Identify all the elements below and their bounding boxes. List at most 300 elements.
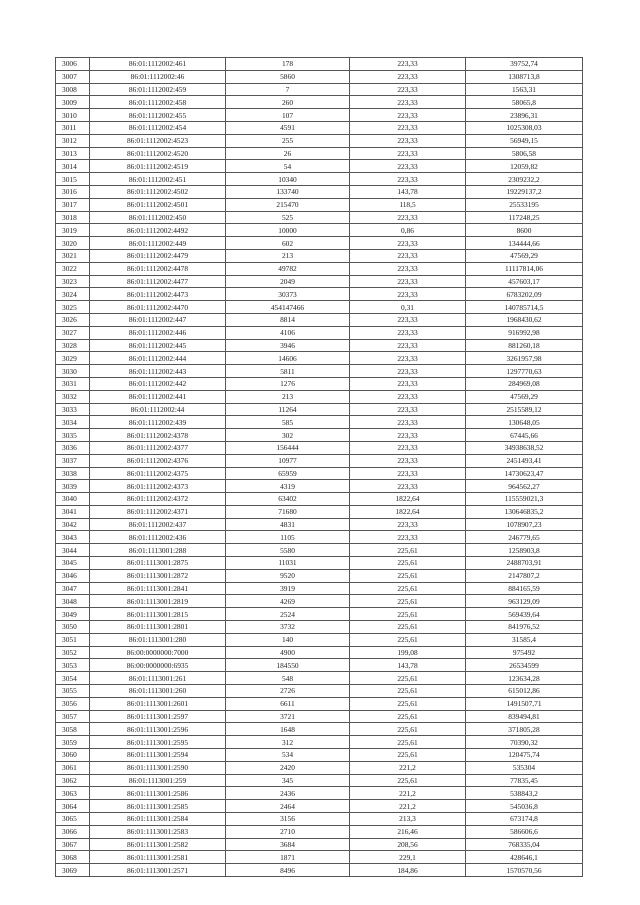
- cadastral-number-cell: 86:01:1112002:4470: [90, 301, 226, 314]
- area-cell: 4319: [226, 480, 350, 493]
- row-number-cell: 3040: [56, 493, 90, 506]
- value-cell: 839494,81: [466, 710, 583, 723]
- area-cell: 4269: [226, 595, 350, 608]
- rate-cell: 223,33: [350, 121, 466, 134]
- value-cell: 1297770,63: [466, 365, 583, 378]
- value-cell: 1491507,71: [466, 697, 583, 710]
- area-cell: 10340: [226, 173, 350, 186]
- cadastral-number-cell: 86:01:1113001:2601: [90, 697, 226, 710]
- cadastral-number-cell: 86:00:0000000:7000: [90, 646, 226, 659]
- row-number-cell: 3025: [56, 301, 90, 314]
- row-number-cell: 3034: [56, 416, 90, 429]
- table-row: [56, 416, 583, 429]
- value-cell: 884165,59: [466, 582, 583, 595]
- value-cell: 115559021,3: [466, 493, 583, 506]
- area-cell: 184550: [226, 659, 350, 672]
- row-number-cell: 3008: [56, 83, 90, 96]
- rate-cell: 225,61: [350, 621, 466, 634]
- table-row: [56, 480, 583, 493]
- rate-cell: 223,33: [350, 211, 466, 224]
- cadastral-number-cell: 86:01:1112002:4477: [90, 275, 226, 288]
- row-number-cell: 3006: [56, 58, 90, 71]
- table-row: [56, 531, 583, 544]
- table-row: [56, 838, 583, 851]
- rate-cell: 0,86: [350, 224, 466, 237]
- cadastral-number-cell: 86:01:1112002:446: [90, 326, 226, 339]
- rate-cell: 143,78: [350, 659, 466, 672]
- area-cell: 3946: [226, 339, 350, 352]
- rate-cell: 223,33: [350, 518, 466, 531]
- rate-cell: 216,46: [350, 825, 466, 838]
- area-cell: 156444: [226, 441, 350, 454]
- area-cell: 5811: [226, 365, 350, 378]
- cadastral-number-cell: 86:01:1113001:260: [90, 685, 226, 698]
- cadastral-number-cell: 86:01:1113001:2571: [90, 864, 226, 877]
- rate-cell: 223,33: [350, 531, 466, 544]
- rate-cell: 225,61: [350, 774, 466, 787]
- value-cell: 39752,74: [466, 58, 583, 71]
- table-row: [56, 198, 583, 211]
- cadastral-number-cell: 86:01:1113001:2815: [90, 608, 226, 621]
- rate-cell: 225,61: [350, 697, 466, 710]
- row-number-cell: 3027: [56, 326, 90, 339]
- row-number-cell: 3010: [56, 109, 90, 122]
- row-number-cell: 3030: [56, 365, 90, 378]
- area-cell: 11031: [226, 557, 350, 570]
- table-row: [56, 608, 583, 621]
- rate-cell: 223,33: [350, 403, 466, 416]
- rate-cell: 225,61: [350, 582, 466, 595]
- row-number-cell: 3028: [56, 339, 90, 352]
- cadastral-number-cell: 86:01:1113001:2594: [90, 749, 226, 762]
- cadastral-number-cell: 86:01:1112002:4473: [90, 288, 226, 301]
- row-number-cell: 3064: [56, 800, 90, 813]
- table-row: [56, 685, 583, 698]
- table-row: [56, 173, 583, 186]
- cadastral-number-cell: 86:01:1112002:4376: [90, 454, 226, 467]
- area-cell: 5860: [226, 70, 350, 83]
- cadastral-number-cell: 86:01:1112002:445: [90, 339, 226, 352]
- row-number-cell: 3009: [56, 96, 90, 109]
- row-number-cell: 3012: [56, 134, 90, 147]
- row-number-cell: 3068: [56, 851, 90, 864]
- rate-cell: 225,61: [350, 685, 466, 698]
- value-cell: 25533195: [466, 198, 583, 211]
- value-cell: 11117814,06: [466, 262, 583, 275]
- table-row: [56, 569, 583, 582]
- cadastral-number-cell: 86:01:1112002:449: [90, 237, 226, 250]
- cadastral-number-cell: 86:01:1113001:2584: [90, 813, 226, 826]
- rate-cell: 223,33: [350, 173, 466, 186]
- table-row: [56, 505, 583, 518]
- row-number-cell: 3007: [56, 70, 90, 83]
- value-cell: 569439,64: [466, 608, 583, 621]
- cadastral-number-cell: 86:01:1112002:459: [90, 83, 226, 96]
- value-cell: 2515589,12: [466, 403, 583, 416]
- row-number-cell: 3032: [56, 390, 90, 403]
- table-row: [56, 365, 583, 378]
- value-cell: 535304: [466, 761, 583, 774]
- area-cell: 1648: [226, 723, 350, 736]
- area-cell: 63402: [226, 493, 350, 506]
- row-number-cell: 3033: [56, 403, 90, 416]
- rate-cell: 223,33: [350, 441, 466, 454]
- cadastral-number-cell: 86:01:1112002:4478: [90, 262, 226, 275]
- rate-cell: 223,33: [350, 390, 466, 403]
- area-cell: 585: [226, 416, 350, 429]
- table-row: [56, 825, 583, 838]
- row-number-cell: 3029: [56, 352, 90, 365]
- area-cell: 71680: [226, 505, 350, 518]
- row-number-cell: 3061: [56, 761, 90, 774]
- cadastral-number-cell: 86:01:1112002:451: [90, 173, 226, 186]
- table-row: [56, 544, 583, 557]
- value-cell: 841976,52: [466, 621, 583, 634]
- value-cell: 538843,2: [466, 787, 583, 800]
- cadastral-number-cell: 86:01:1112002:443: [90, 365, 226, 378]
- row-number-cell: 3051: [56, 633, 90, 646]
- rate-cell: 213,3: [350, 813, 466, 826]
- table-row: [56, 429, 583, 442]
- table-row: [56, 787, 583, 800]
- table-row: [56, 275, 583, 288]
- cadastral-number-cell: 86:01:1112002:4479: [90, 249, 226, 262]
- area-cell: 4831: [226, 518, 350, 531]
- row-number-cell: 3018: [56, 211, 90, 224]
- cadastral-number-cell: 86:01:1112002:44: [90, 403, 226, 416]
- area-cell: 2726: [226, 685, 350, 698]
- table-row: [56, 83, 583, 96]
- value-cell: 2309232,2: [466, 173, 583, 186]
- area-cell: 14606: [226, 352, 350, 365]
- row-number-cell: 3046: [56, 569, 90, 582]
- rate-cell: 208,56: [350, 838, 466, 851]
- area-cell: 107: [226, 109, 350, 122]
- value-cell: 881260,18: [466, 339, 583, 352]
- row-number-cell: 3052: [56, 646, 90, 659]
- rate-cell: 223,33: [350, 339, 466, 352]
- cadastral-number-cell: 86:00:0000000:6935: [90, 659, 226, 672]
- table-row: [56, 646, 583, 659]
- area-cell: 2420: [226, 761, 350, 774]
- value-cell: 964562,27: [466, 480, 583, 493]
- row-number-cell: 3042: [56, 518, 90, 531]
- table-row: [56, 749, 583, 762]
- row-number-cell: 3045: [56, 557, 90, 570]
- value-cell: 3261957,98: [466, 352, 583, 365]
- area-cell: 2436: [226, 787, 350, 800]
- cadastral-number-cell: 86:01:1112002:4501: [90, 198, 226, 211]
- rate-cell: 1822,64: [350, 505, 466, 518]
- area-cell: 2524: [226, 608, 350, 621]
- value-cell: 586606,6: [466, 825, 583, 838]
- area-cell: 312: [226, 736, 350, 749]
- rate-cell: 223,33: [350, 134, 466, 147]
- table-row: [56, 621, 583, 634]
- table-row: [56, 441, 583, 454]
- table-row: [56, 134, 583, 147]
- row-number-cell: 3011: [56, 121, 90, 134]
- table-row: [56, 723, 583, 736]
- cadastral-number-cell: 86:01:1113001:2841: [90, 582, 226, 595]
- row-number-cell: 3039: [56, 480, 90, 493]
- value-cell: 1078907,23: [466, 518, 583, 531]
- area-cell: 2049: [226, 275, 350, 288]
- area-cell: 260: [226, 96, 350, 109]
- cadastral-number-cell: 86:01:1113001:2595: [90, 736, 226, 749]
- value-cell: 1570570,56: [466, 864, 583, 877]
- area-cell: 10000: [226, 224, 350, 237]
- value-cell: 58065,8: [466, 96, 583, 109]
- table-row: [56, 403, 583, 416]
- rate-cell: 223,33: [350, 416, 466, 429]
- value-cell: 457603,17: [466, 275, 583, 288]
- rate-cell: 225,61: [350, 672, 466, 685]
- value-cell: 2147807,2: [466, 569, 583, 582]
- table-row: [56, 710, 583, 723]
- rate-cell: 225,61: [350, 608, 466, 621]
- value-cell: 120475,74: [466, 749, 583, 762]
- area-cell: 1105: [226, 531, 350, 544]
- area-cell: 2710: [226, 825, 350, 838]
- value-cell: 56949,15: [466, 134, 583, 147]
- row-number-cell: 3043: [56, 531, 90, 544]
- cadastral-number-cell: 86:01:1112002:4373: [90, 480, 226, 493]
- row-number-cell: 3056: [56, 697, 90, 710]
- area-cell: 548: [226, 672, 350, 685]
- area-cell: 1871: [226, 851, 350, 864]
- table-row: [56, 672, 583, 685]
- cadastral-number-cell: 86:01:1112002:444: [90, 352, 226, 365]
- table-row: [56, 160, 583, 173]
- rate-cell: 225,61: [350, 544, 466, 557]
- rate-cell: 223,33: [350, 467, 466, 480]
- row-number-cell: 3062: [56, 774, 90, 787]
- table-row: [56, 262, 583, 275]
- value-cell: 117248,25: [466, 211, 583, 224]
- row-number-cell: 3037: [56, 454, 90, 467]
- rate-cell: 223,33: [350, 429, 466, 442]
- row-number-cell: 3031: [56, 377, 90, 390]
- area-cell: 525: [226, 211, 350, 224]
- rate-cell: 223,33: [350, 275, 466, 288]
- rate-cell: 225,61: [350, 633, 466, 646]
- row-number-cell: 3057: [56, 710, 90, 723]
- value-cell: 371805,28: [466, 723, 583, 736]
- value-cell: 47569,29: [466, 390, 583, 403]
- rate-cell: 229,1: [350, 851, 466, 864]
- row-number-cell: 3036: [56, 441, 90, 454]
- row-number-cell: 3058: [56, 723, 90, 736]
- cadastral-number-cell: 86:01:1112002:4378: [90, 429, 226, 442]
- row-number-cell: 3049: [56, 608, 90, 621]
- table-row: [56, 352, 583, 365]
- table-row: [56, 518, 583, 531]
- row-number-cell: 3069: [56, 864, 90, 877]
- cadastral-number-cell: 86:01:1113001:2586: [90, 787, 226, 800]
- table-row: [56, 557, 583, 570]
- area-cell: 54: [226, 160, 350, 173]
- value-cell: 6783202,09: [466, 288, 583, 301]
- table-row: [56, 774, 583, 787]
- area-cell: 7: [226, 83, 350, 96]
- rate-cell: 225,61: [350, 749, 466, 762]
- cadastral-number-cell: 86:01:1112002:4502: [90, 185, 226, 198]
- cadastral-number-cell: 86:01:1113001:2585: [90, 800, 226, 813]
- value-cell: 77835,45: [466, 774, 583, 787]
- row-number-cell: 3053: [56, 659, 90, 672]
- cadastral-number-cell: 86:01:1113001:2582: [90, 838, 226, 851]
- area-cell: 215470: [226, 198, 350, 211]
- area-cell: 302: [226, 429, 350, 442]
- row-number-cell: 3026: [56, 313, 90, 326]
- row-number-cell: 3023: [56, 275, 90, 288]
- row-number-cell: 3014: [56, 160, 90, 173]
- rate-cell: 223,33: [350, 147, 466, 160]
- table-row: [56, 339, 583, 352]
- rate-cell: 223,33: [350, 454, 466, 467]
- rate-cell: 225,61: [350, 557, 466, 570]
- value-cell: 19229137,2: [466, 185, 583, 198]
- value-cell: 246779,65: [466, 531, 583, 544]
- cadastral-number-cell: 86:01:1112002:4520: [90, 147, 226, 160]
- rate-cell: 225,61: [350, 710, 466, 723]
- value-cell: 1308713,8: [466, 70, 583, 83]
- cadastral-number-cell: 86:01:1112002:4372: [90, 493, 226, 506]
- rate-cell: 223,33: [350, 109, 466, 122]
- area-cell: 1276: [226, 377, 350, 390]
- rate-cell: 1822,64: [350, 493, 466, 506]
- cadastral-number-cell: 86:01:1113001:2819: [90, 595, 226, 608]
- cadastral-number-cell: 86:01:1112002:4492: [90, 224, 226, 237]
- table-row: [56, 313, 583, 326]
- value-cell: 2488703,91: [466, 557, 583, 570]
- table-row: [56, 58, 583, 71]
- area-cell: 4591: [226, 121, 350, 134]
- table-row: [56, 211, 583, 224]
- row-number-cell: 3067: [56, 838, 90, 851]
- table-row: [56, 147, 583, 160]
- rate-cell: 184,86: [350, 864, 466, 877]
- rate-cell: 221,2: [350, 800, 466, 813]
- value-cell: 67445,66: [466, 429, 583, 442]
- area-cell: 602: [226, 237, 350, 250]
- table-row: [56, 121, 583, 134]
- value-cell: 34938638,52: [466, 441, 583, 454]
- area-cell: 4900: [226, 646, 350, 659]
- rate-cell: 225,61: [350, 723, 466, 736]
- value-cell: 47569,29: [466, 249, 583, 262]
- cadastral-number-cell: 86:01:1113001:261: [90, 672, 226, 685]
- area-cell: 8814: [226, 313, 350, 326]
- data-table: [55, 57, 583, 877]
- rate-cell: 221,2: [350, 761, 466, 774]
- table-row: [56, 800, 583, 813]
- value-cell: 26534599: [466, 659, 583, 672]
- table-row: [56, 377, 583, 390]
- cadastral-number-cell: 86:01:1112002:442: [90, 377, 226, 390]
- value-cell: 123634,28: [466, 672, 583, 685]
- area-cell: 2464: [226, 800, 350, 813]
- table-row: [56, 326, 583, 339]
- value-cell: 545036,8: [466, 800, 583, 813]
- row-number-cell: 3019: [56, 224, 90, 237]
- value-cell: 70390,32: [466, 736, 583, 749]
- rate-cell: 0,31: [350, 301, 466, 314]
- value-cell: 5806,58: [466, 147, 583, 160]
- cadastral-number-cell: 86:01:1112002:461: [90, 58, 226, 71]
- table-row: [56, 249, 583, 262]
- row-number-cell: 3021: [56, 249, 90, 262]
- value-cell: 284969,08: [466, 377, 583, 390]
- area-cell: 6611: [226, 697, 350, 710]
- value-cell: 12059,82: [466, 160, 583, 173]
- rate-cell: 223,33: [350, 237, 466, 250]
- rate-cell: 221,2: [350, 787, 466, 800]
- rate-cell: 223,33: [350, 313, 466, 326]
- table-row: [56, 390, 583, 403]
- rate-cell: 223,33: [350, 377, 466, 390]
- value-cell: 428646,1: [466, 851, 583, 864]
- row-number-cell: 3022: [56, 262, 90, 275]
- value-cell: 31585,4: [466, 633, 583, 646]
- table-row: [56, 109, 583, 122]
- area-cell: 9520: [226, 569, 350, 582]
- area-cell: 8496: [226, 864, 350, 877]
- value-cell: 2451493,41: [466, 454, 583, 467]
- table-row: [56, 761, 583, 774]
- row-number-cell: 3055: [56, 685, 90, 698]
- row-number-cell: 3066: [56, 825, 90, 838]
- area-cell: 3919: [226, 582, 350, 595]
- cadastral-number-cell: 86:01:1113001:2875: [90, 557, 226, 570]
- value-cell: 140785714,5: [466, 301, 583, 314]
- cadastral-number-cell: 86:01:1112002:437: [90, 518, 226, 531]
- cadastral-number-cell: 86:01:1112002:450: [90, 211, 226, 224]
- area-cell: 255: [226, 134, 350, 147]
- area-cell: 3732: [226, 621, 350, 634]
- cadastral-number-cell: 86:01:1113001:2583: [90, 825, 226, 838]
- row-number-cell: 3054: [56, 672, 90, 685]
- row-number-cell: 3041: [56, 505, 90, 518]
- cadastral-number-cell: 86:01:1112002:441: [90, 390, 226, 403]
- row-number-cell: 3035: [56, 429, 90, 442]
- area-cell: 3684: [226, 838, 350, 851]
- table-body: [56, 58, 583, 877]
- row-number-cell: 3016: [56, 185, 90, 198]
- value-cell: 1258903,8: [466, 544, 583, 557]
- value-cell: 1563,31: [466, 83, 583, 96]
- table-row: [56, 736, 583, 749]
- table-row: [56, 288, 583, 301]
- rate-cell: 223,33: [350, 262, 466, 275]
- table-row: [56, 851, 583, 864]
- value-cell: 130646835,2: [466, 505, 583, 518]
- rate-cell: 223,33: [350, 70, 466, 83]
- cadastral-number-cell: 86:01:1113001:2597: [90, 710, 226, 723]
- value-cell: 673174,8: [466, 813, 583, 826]
- table-row: [56, 595, 583, 608]
- area-cell: 49782: [226, 262, 350, 275]
- cadastral-number-cell: 86:01:1112002:4375: [90, 467, 226, 480]
- row-number-cell: 3013: [56, 147, 90, 160]
- cadastral-number-cell: 86:01:1113001:2581: [90, 851, 226, 864]
- cadastral-number-cell: 86:01:1112002:4519: [90, 160, 226, 173]
- row-number-cell: 3047: [56, 582, 90, 595]
- cadastral-number-cell: 86:01:1113001:2596: [90, 723, 226, 736]
- cadastral-number-cell: 86:01:1113001:259: [90, 774, 226, 787]
- table-row: [56, 493, 583, 506]
